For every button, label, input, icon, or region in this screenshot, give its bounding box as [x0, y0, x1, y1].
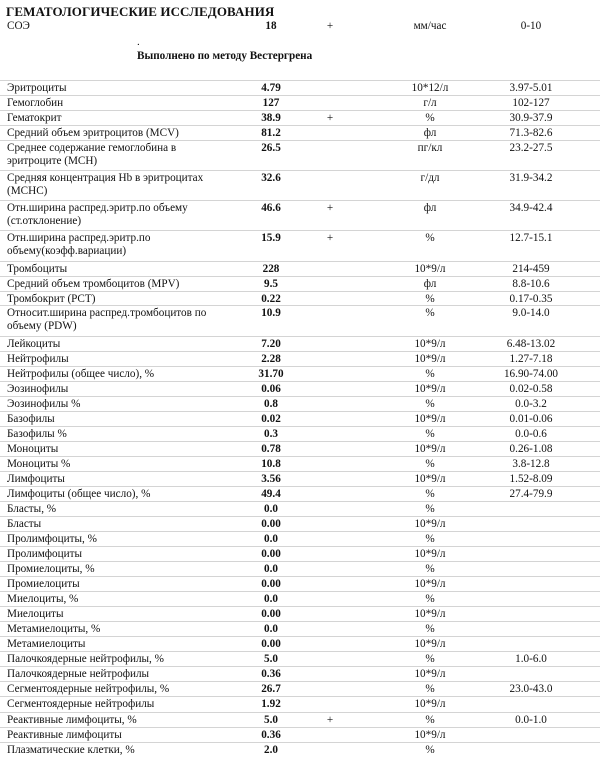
test-name: Средний объем эритроцитов (MCV): [7, 127, 179, 139]
row-divider: [0, 651, 600, 652]
table-row: [0, 443, 600, 456]
table-row: [0, 353, 600, 366]
test-value: 0.00: [261, 548, 281, 560]
test-name: Отн.ширина распред.эритр.по объему (ст.отклонение): [7, 202, 188, 227]
test-name: Гематокрит: [7, 112, 62, 124]
test-name: Плазматические клетки, %: [7, 744, 135, 756]
test-value: 26.7: [261, 683, 281, 695]
test-name: Реактивные лимфоциты, %: [7, 714, 137, 726]
reference-range: 0.0-1.0: [515, 714, 547, 726]
test-name: Бласты: [7, 518, 42, 530]
table-row: [0, 263, 600, 276]
test-value: 0.8: [264, 398, 278, 410]
table-row: [0, 578, 600, 591]
test-unit: 10*9/л: [414, 443, 446, 455]
test-unit: пг/кл: [417, 142, 443, 154]
row-divider: [0, 516, 600, 517]
table-row: [0, 112, 600, 125]
test-unit: 10*9/л: [414, 473, 446, 485]
table-row: [0, 232, 600, 258]
reference-range: 0.02-0.58: [509, 383, 553, 395]
reference-range: 34.9-42.4: [509, 202, 553, 214]
test-value: 0.0: [264, 533, 278, 545]
test-unit: 10*9/л: [414, 518, 446, 530]
test-unit: %: [425, 293, 435, 305]
reference-range: 12.7-15.1: [509, 232, 553, 244]
table-row: [0, 668, 600, 681]
test-unit: %: [425, 398, 435, 410]
test-unit: %: [425, 653, 435, 665]
test-value: 1.92: [261, 698, 281, 710]
test-unit: 10*9/л: [414, 638, 446, 650]
row-divider: [0, 351, 600, 352]
table-row: [0, 202, 600, 228]
row-divider: [0, 742, 600, 743]
reference-range: 71.3-82.6: [509, 127, 553, 139]
test-unit: 10*9/л: [414, 383, 446, 395]
reference-range: 0.0-3.2: [515, 398, 547, 410]
test-name: Бласты, %: [7, 503, 57, 515]
row-divider: [0, 230, 600, 231]
test-unit: %: [425, 683, 435, 695]
test-unit: 10*9/л: [414, 698, 446, 710]
test-unit: %: [425, 307, 435, 319]
table-row: [0, 518, 600, 531]
table-row: [0, 563, 600, 576]
test-value: 15.9: [261, 232, 281, 244]
test-name: Промиелоциты: [7, 578, 80, 590]
row-divider: [0, 606, 600, 607]
test-unit: мм/час: [413, 20, 447, 32]
test-value: 0.00: [261, 578, 281, 590]
table-row: [0, 428, 600, 441]
table-row: [0, 82, 600, 95]
reference-range: 0-10: [520, 20, 542, 32]
out-of-range-flag: +: [326, 232, 334, 244]
test-name: Средняя концентрация Hb в эритроцитах (MCHC): [7, 172, 204, 197]
test-value: 5.0: [264, 653, 278, 665]
table-row: [0, 593, 600, 606]
test-value: 2.0: [264, 744, 278, 756]
test-unit: %: [425, 503, 435, 515]
test-value: 0.0: [264, 623, 278, 635]
test-name: Тромбокрит (PCT): [7, 293, 96, 305]
reference-range: 0.26-1.08: [509, 443, 553, 455]
test-unit: 10*9/л: [414, 338, 446, 350]
table-row: [0, 127, 600, 140]
reference-range: 3.8-12.8: [512, 458, 550, 470]
test-name: Эозинофилы %: [7, 398, 81, 410]
table-row: [0, 698, 600, 711]
test-unit: фл: [423, 127, 437, 139]
reference-range: 27.4-79.9: [509, 488, 553, 500]
reference-range: 23.0-43.0: [509, 683, 553, 695]
test-unit: 10*9/л: [414, 578, 446, 590]
test-value: 0.00: [261, 518, 281, 530]
table-row: [0, 473, 600, 486]
test-name: Тромбоциты: [7, 263, 68, 275]
test-value: 2.28: [261, 353, 281, 365]
table-row: [0, 458, 600, 471]
reference-range: 0.01-0.06: [509, 413, 553, 425]
test-value: 81.2: [261, 127, 281, 139]
table-row: [0, 608, 600, 621]
table-row: [0, 653, 600, 666]
test-unit: %: [425, 533, 435, 545]
reference-range: 1.52-8.09: [509, 473, 553, 485]
test-name: Моноциты: [7, 443, 59, 455]
row-divider: [0, 110, 600, 111]
test-value: 18: [265, 20, 277, 32]
row-divider: [0, 636, 600, 637]
row-divider: [0, 95, 600, 96]
test-value: 46.6: [261, 202, 281, 214]
row-divider: [0, 411, 600, 412]
test-value: 127: [262, 97, 280, 109]
row-divider: [0, 276, 600, 277]
test-name: Метамиелоциты: [7, 638, 86, 650]
test-value: 31.70: [258, 368, 284, 380]
test-name: Промиелоциты, %: [7, 563, 95, 575]
test-name: Пролимфоциты: [7, 548, 82, 560]
method-note: Выполнено по методу Вестергрена: [137, 50, 313, 62]
reference-range: 16.90-74.00: [503, 368, 559, 380]
test-unit: фл: [423, 202, 437, 214]
test-value: 10.8: [261, 458, 281, 470]
test-value: 0.36: [261, 668, 281, 680]
table-row: [0, 744, 600, 757]
test-name: Среднее содержание гемоглобина в эритроците (MCH): [7, 142, 177, 167]
reference-range: 8.8-10.6: [512, 278, 550, 290]
table-row: [0, 413, 600, 426]
row-divider: [0, 125, 600, 126]
test-name: Эозинофилы: [7, 383, 69, 395]
reference-range: 1.0-6.0: [515, 653, 547, 665]
test-unit: 10*12/л: [411, 82, 449, 94]
reference-range: 0.17-0.35: [509, 293, 553, 305]
reference-range: 31.9-34.2: [509, 172, 553, 184]
out-of-range-flag: +: [326, 202, 334, 214]
test-name: Базофилы %: [7, 428, 67, 440]
test-unit: %: [425, 623, 435, 635]
test-name: СОЭ: [7, 20, 30, 32]
test-value: 228: [262, 263, 280, 275]
test-name: Миелоциты, %: [7, 593, 79, 605]
table-row: [0, 638, 600, 651]
test-value: 0.36: [261, 729, 281, 741]
table-row: [0, 683, 600, 696]
row-divider: [0, 140, 600, 141]
test-unit: %: [425, 488, 435, 500]
test-unit: г/л: [423, 97, 437, 109]
table-row: [0, 623, 600, 636]
test-name: Лейкоциты: [7, 338, 61, 350]
test-unit: 10*9/л: [414, 608, 446, 620]
test-name: Отн.ширина распред.эритр.по объему(коэфф.вариации): [7, 232, 151, 257]
row-divider: [0, 546, 600, 547]
row-divider: [0, 531, 600, 532]
out-of-range-flag: +: [326, 20, 334, 32]
reference-range: 102-127: [512, 97, 550, 109]
row-divider: [0, 426, 600, 427]
test-name: Средний объем тромбоцитов (MPV): [7, 278, 180, 290]
table-row: [0, 172, 600, 198]
row-divider: [0, 561, 600, 562]
row-divider: [0, 576, 600, 577]
table-row: [0, 729, 600, 742]
table-row: [0, 307, 600, 333]
test-name: Сегментоядерные нейтрофилы: [7, 698, 155, 710]
test-value: 38.9: [261, 112, 281, 124]
test-value: 7.20: [261, 338, 281, 350]
row-divider: [0, 591, 600, 592]
test-unit: %: [425, 714, 435, 726]
test-value: 0.06: [261, 383, 281, 395]
row-divider: [0, 441, 600, 442]
table-row: [0, 368, 600, 381]
reference-range: 3.97-5.01: [509, 82, 553, 94]
test-name: Лимфоциты: [7, 473, 65, 485]
test-name: Палочкоядерные нейтрофилы: [7, 668, 150, 680]
test-value: 0.00: [261, 638, 281, 650]
table-row: [0, 278, 600, 291]
reference-range: 214-459: [512, 263, 550, 275]
test-name: Моноциты %: [7, 458, 71, 470]
reference-range: 30.9-37.9: [509, 112, 553, 124]
test-name: Пролимфоциты, %: [7, 533, 97, 545]
table-row: [0, 488, 600, 501]
row-divider: [0, 291, 600, 292]
test-value: 49.4: [261, 488, 281, 500]
row-divider: [0, 696, 600, 697]
out-of-range-flag: +: [326, 714, 334, 726]
test-name: Относит.ширина распред.тромбоцитов по объему (PDW): [7, 307, 207, 332]
test-value: 0.00: [261, 608, 281, 620]
reference-range: 0.0-0.6: [515, 428, 547, 440]
row-divider: [0, 712, 600, 713]
row-divider: [0, 396, 600, 397]
test-name: Нейтрофилы (общее число), %: [7, 368, 155, 380]
test-unit: %: [425, 563, 435, 575]
test-value: 5.0: [264, 714, 278, 726]
table-row: [0, 714, 600, 727]
test-value: 26.5: [261, 142, 281, 154]
test-name: Миелоциты: [7, 608, 64, 620]
row-divider: [0, 501, 600, 502]
page-title: ГЕМАТОЛОГИЧЕСКИЕ ИССЛЕДОВАНИЯ: [6, 4, 275, 19]
test-name: Палочкоядерные нейтрофилы, %: [7, 653, 164, 665]
test-name: Метамиелоциты, %: [7, 623, 101, 635]
test-unit: фл: [423, 278, 437, 290]
test-unit: %: [425, 112, 435, 124]
test-value: 0.3: [264, 428, 278, 440]
test-value: 0.02: [261, 413, 281, 425]
test-unit: %: [425, 232, 435, 244]
method-note-bullet: .: [137, 36, 140, 48]
test-unit: 10*9/л: [414, 413, 446, 425]
row-divider: [0, 261, 600, 262]
row-divider: [0, 305, 600, 306]
row-divider: [0, 666, 600, 667]
out-of-range-flag: +: [326, 112, 334, 124]
row-divider: [0, 336, 600, 337]
test-value: 10.9: [261, 307, 281, 319]
reference-range: 23.2-27.5: [509, 142, 553, 154]
table-row: [0, 383, 600, 396]
reference-range: 9.0-14.0: [512, 307, 550, 319]
reference-range: 6.48-13.02: [506, 338, 556, 350]
test-unit: 10*9/л: [414, 668, 446, 680]
test-name: Нейтрофилы: [7, 353, 69, 365]
test-name: Гемоглобин: [7, 97, 64, 109]
test-unit: %: [425, 368, 435, 380]
row-divider: [0, 471, 600, 472]
test-unit: %: [425, 593, 435, 605]
test-unit: 10*9/л: [414, 353, 446, 365]
row-divider: [0, 621, 600, 622]
test-value: 3.56: [261, 473, 281, 485]
test-value: 0.22: [261, 293, 281, 305]
test-unit: 10*9/л: [414, 263, 446, 275]
test-name: Сегментоядерные нейтрофилы, %: [7, 683, 170, 695]
row-divider: [0, 727, 600, 728]
test-value: 32.6: [261, 172, 281, 184]
table-row: [0, 398, 600, 411]
test-unit: %: [425, 744, 435, 756]
row-divider: [0, 170, 600, 171]
test-value: 0.0: [264, 503, 278, 515]
table-row: [0, 97, 600, 110]
row-divider: [0, 200, 600, 201]
test-name: Базофилы: [7, 413, 55, 425]
test-value: 9.5: [264, 278, 278, 290]
test-name: Реактивные лимфоциты: [7, 729, 122, 741]
test-unit: %: [425, 458, 435, 470]
table-row: [0, 20, 600, 33]
test-unit: %: [425, 428, 435, 440]
test-unit: г/дл: [420, 172, 440, 184]
test-value: 0.0: [264, 563, 278, 575]
table-row: [0, 533, 600, 546]
row-divider: [0, 456, 600, 457]
test-value: 0.78: [261, 443, 281, 455]
row-divider: [0, 486, 600, 487]
test-name: Эритроциты: [7, 82, 67, 94]
table-row: [0, 142, 600, 168]
reference-range: 1.27-7.18: [509, 353, 553, 365]
table-row: [0, 548, 600, 561]
table-row: [0, 503, 600, 516]
row-divider: [0, 80, 600, 81]
row-divider: [0, 366, 600, 367]
test-unit: 10*9/л: [414, 729, 446, 741]
test-value: 0.0: [264, 593, 278, 605]
row-divider: [0, 381, 600, 382]
test-unit: 10*9/л: [414, 548, 446, 560]
table-row: [0, 338, 600, 351]
row-divider: [0, 681, 600, 682]
test-name: Лимфоциты (общее число), %: [7, 488, 151, 500]
test-value: 4.79: [261, 82, 281, 94]
